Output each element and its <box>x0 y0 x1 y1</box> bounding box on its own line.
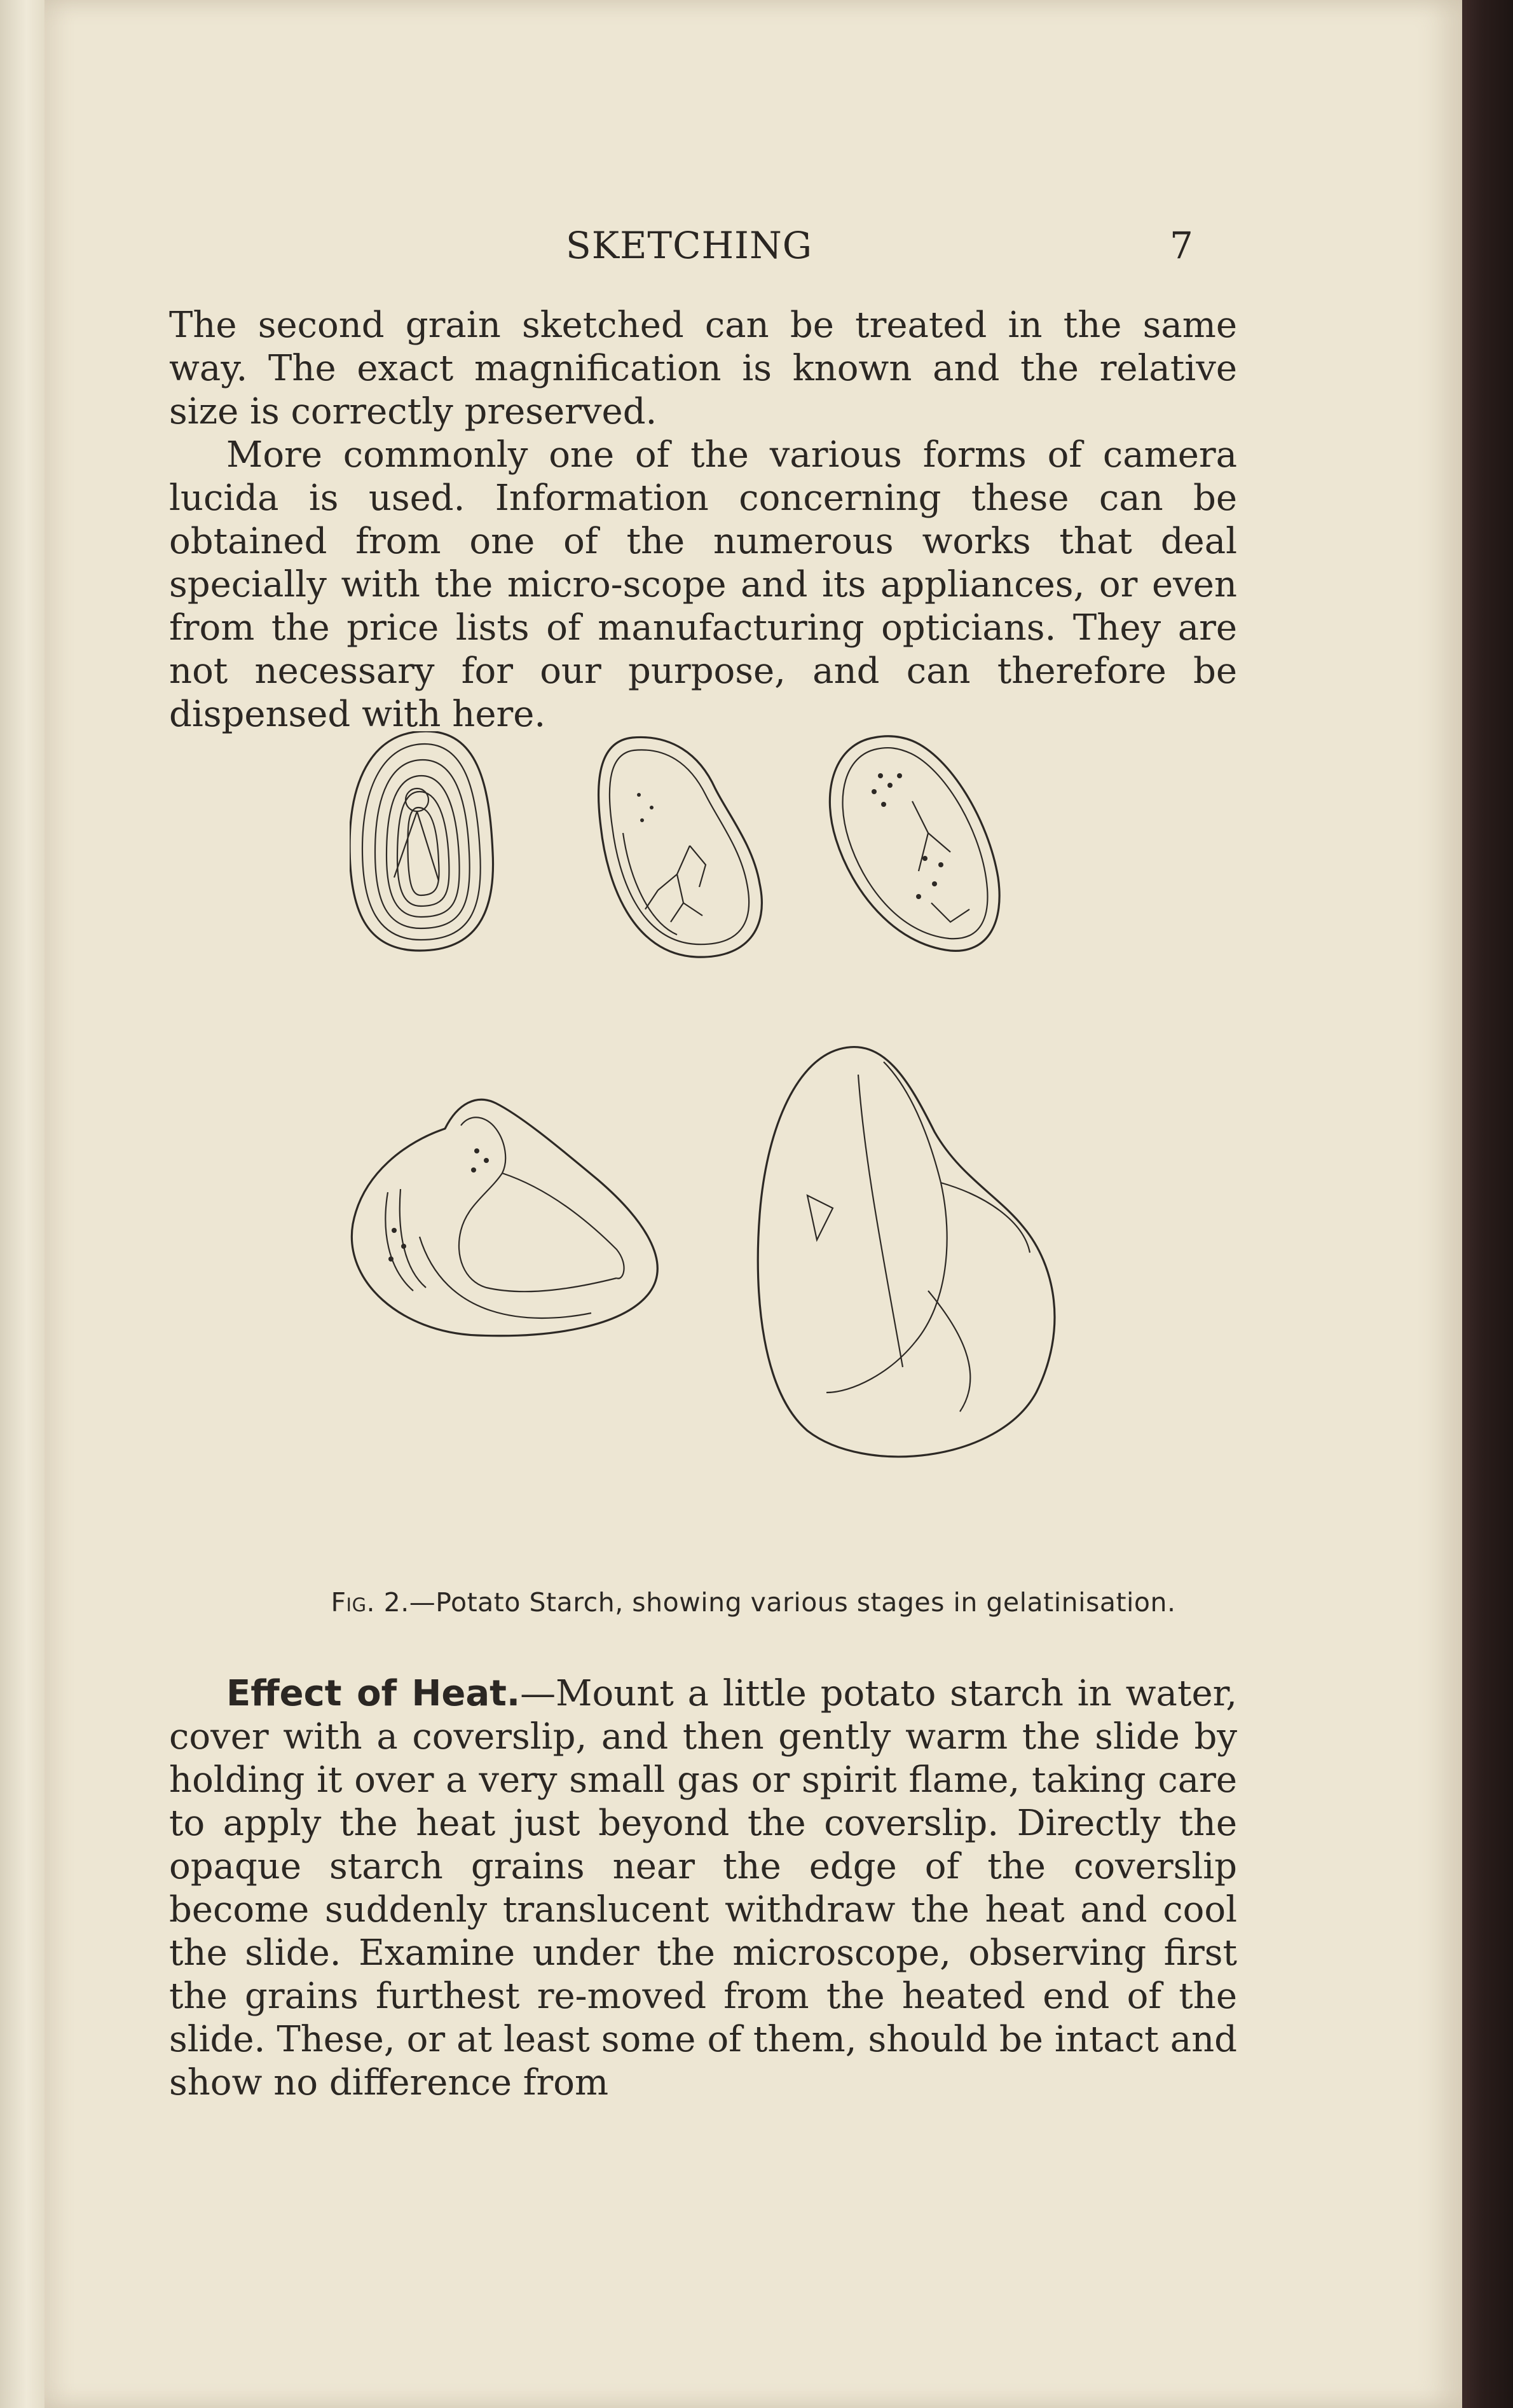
paragraph <box>169 1672 1237 2105</box>
page-header <box>44 224 1462 275</box>
text-block-top <box>169 304 1237 736</box>
starch-grain-intact <box>350 731 493 951</box>
page-number: 7 <box>1170 224 1194 267</box>
section-heading: Effect of Heat. <box>226 1673 521 1714</box>
figure-caption <box>44 1587 1462 1618</box>
starch-grains-illustration <box>350 731 1100 1571</box>
figure-label: Fig. 2. <box>331 1587 409 1618</box>
figure-caption-text: —Potato Starch, showing various stages in gelatinisation. <box>409 1587 1176 1618</box>
paragraph: More commonly one of the various forms of camera lucida is used. Information concerning these can be obtained from one of the numerous works that deal specially with the micro-scope and its appliances, or even from the price lists of manufacturing opticians. They are not necessary for our purpose, and can therefore be dispensed with here. <box>169 434 1237 735</box>
running-head: SKETCHING <box>566 224 813 267</box>
starch-grain-cracked <box>599 737 762 957</box>
section-text: —Mount a little potato starch in water, cover with a coverslip, and then gently warm the slide by holding it over a very small gas or spirit flame, taking care to apply the heat just beyond the coverslip. Directly the opaque starch grains near the edge of the coverslip become suddenly translucent withdraw the heat and cool the slide. Examine under the microscope, observing first the grains furthest re-moved from the heated end of the slide. These, or at least some of them, should be intact and show no difference from <box>169 1673 1237 2103</box>
paragraph: The second grain sketched can be treated in the same way. The exact magnification is known and the relative size is correctly preserved. <box>169 305 1237 432</box>
book-page <box>44 0 1462 2408</box>
starch-figure <box>350 731 1100 1571</box>
text-block-bottom <box>169 1672 1237 2105</box>
starch-grain-swelling <box>830 736 999 951</box>
starch-grain-fully-gelatinised <box>758 1047 1055 1457</box>
page-gutter <box>0 0 44 2408</box>
book-cover-edge <box>1462 0 1513 2408</box>
starch-grain-gelatinised-ring <box>352 1099 657 1335</box>
